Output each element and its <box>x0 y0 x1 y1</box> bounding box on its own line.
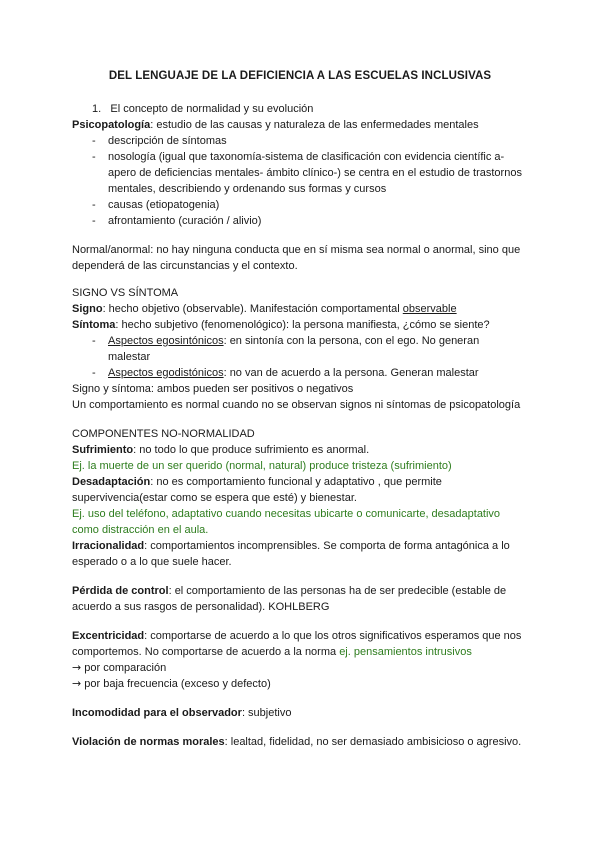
definition: : comportarse de acuerdo a lo que los otros significativos esperamos que nos <box>144 630 522 642</box>
list-item: nosología (igual que taxonomía-sistema de clasificación con evidencia científic a- <box>108 151 505 163</box>
paragraph-line <box>72 644 472 660</box>
bullet-dash: - <box>92 335 96 347</box>
section-heading: COMPONENTES NO-NORMALIDAD <box>72 428 255 440</box>
term: Síntoma <box>72 319 116 331</box>
definition: : en sintonía con la persona, con el ego. No generan <box>223 335 480 347</box>
term: Signo <box>72 303 103 315</box>
definition: : subjetivo <box>241 707 292 719</box>
list-number: 1. <box>92 103 102 115</box>
underlined-word: observable <box>402 303 457 315</box>
arrow-icon: → <box>72 677 82 690</box>
paragraph-line: Signo y síntoma: ambos pueden ser positivos o negativos <box>72 383 354 395</box>
definition: : el comportamiento de las personas ha de ser predecible (estable de <box>168 585 507 597</box>
text: comportemos. No comportarse de acuerdo a la norma <box>72 646 340 658</box>
bullet-dash: - <box>92 135 96 147</box>
list-item: afrontamiento (curación / alivio) <box>108 215 262 227</box>
definition: : comportamientos incomprensibles. Se comporta de forma antagónica a lo <box>144 540 510 552</box>
bullet-dash: - <box>92 151 96 163</box>
incomodidad-line <box>72 705 291 721</box>
list-item-continuation: apero de deficiencias mentales- ámbito clínico-) se centra en el estudio de trastornos <box>108 167 522 179</box>
list-item-continuation: mentales, describiendo y ordenando sus formas y cursos <box>108 183 387 195</box>
bullet-dash: - <box>92 215 96 227</box>
section-heading: SIGNO VS SÍNTOMA <box>72 287 179 299</box>
document-title: DEL LENGUAJE DE LA DEFICIENCIA A LAS ESCUELAS INCLUSIVAS <box>108 70 492 82</box>
text: por baja frecuencia (exceso y defecto) <box>81 678 271 690</box>
definition: : hecho subjetivo (fenomenológico): la persona manifiesta, ¿cómo se siente? <box>115 319 490 331</box>
paragraph-line: Normal/anormal: no hay ninguna conducta que en sí misma sea normal o anormal, sino que <box>72 244 521 256</box>
arrow-item <box>72 660 166 676</box>
term: Excentricidad <box>72 630 145 642</box>
list-item-continuation: malestar <box>108 351 151 363</box>
term: Psicopatología <box>72 119 151 131</box>
bullet-dash: - <box>92 367 96 379</box>
arrow-icon: → <box>72 661 82 674</box>
definition: : no es comportamiento funcional y adaptativo , que permite <box>150 476 442 488</box>
term: Pérdida de control <box>72 585 169 597</box>
desadaptacion-line <box>72 474 442 490</box>
term: Aspectos egodistónicos <box>108 367 224 379</box>
sintoma-line <box>72 317 490 333</box>
example-line: como distracción en el aula. <box>72 524 209 536</box>
signo-line <box>72 301 457 317</box>
example-inline: ej. pensamientos intrusivos <box>339 646 472 658</box>
list-item: descripción de síntomas <box>108 135 227 147</box>
term: Desadaptación <box>72 476 151 488</box>
text: por comparación <box>81 662 167 674</box>
sufrimiento-line <box>72 442 369 458</box>
list-item <box>108 365 479 381</box>
violacion-line <box>72 734 521 750</box>
paragraph-line: esperado o a lo que suele hacer. <box>72 556 232 568</box>
paragraph-line: Un comportamiento es normal cuando no se observan signos ni síntomas de psicopatología <box>72 399 521 411</box>
bullet-dash: - <box>92 199 96 211</box>
paragraph-line: supervivencia(estar como se espera que esté) y bienestar. <box>72 492 357 504</box>
paragraph-line: acuerdo a sus rasgos de personalidad). KOHLBERG <box>72 601 330 613</box>
example-line: Ej. la muerte de un ser querido (normal, natural) produce tristeza (sufrimiento) <box>72 460 452 472</box>
arrow-item <box>72 676 271 692</box>
list-item: causas (etiopatogenia) <box>108 199 220 211</box>
psicopatologia-line <box>72 117 479 133</box>
term: Irracionalidad <box>72 540 145 552</box>
irracionalidad-line <box>72 538 510 554</box>
definition: : no todo lo que produce sufrimiento es anormal. <box>133 444 370 456</box>
definition: : hecho objetivo (observable). Manifestación comportamental <box>102 303 403 315</box>
paragraph-line: dependerá de las circunstancias y el contexto. <box>72 260 298 272</box>
definition: : no van de acuerdo a la persona. Generan malestar <box>223 367 479 379</box>
list-item <box>108 333 479 349</box>
excentricidad-line <box>72 628 521 644</box>
section-heading: El concepto de normalidad y su evolución <box>110 103 314 115</box>
definition: : estudio de las causas y naturaleza de las enfermedades mentales <box>150 119 479 131</box>
perdida-control-line <box>72 583 506 599</box>
definition: : lealtad, fidelidad, no ser demasiado ambisicioso o agresivo. <box>224 736 522 748</box>
term: Sufrimiento <box>72 444 134 456</box>
term: Incomodidad para el observador <box>72 707 242 719</box>
term: Violación de normas morales <box>72 736 225 748</box>
section-heading-numbered <box>92 101 313 117</box>
example-line: Ej. uso del teléfono, adaptativo cuando necesitas ubicarte o comunicarte, desadaptativo <box>72 508 501 520</box>
term: Aspectos egosintónicos <box>108 335 224 347</box>
